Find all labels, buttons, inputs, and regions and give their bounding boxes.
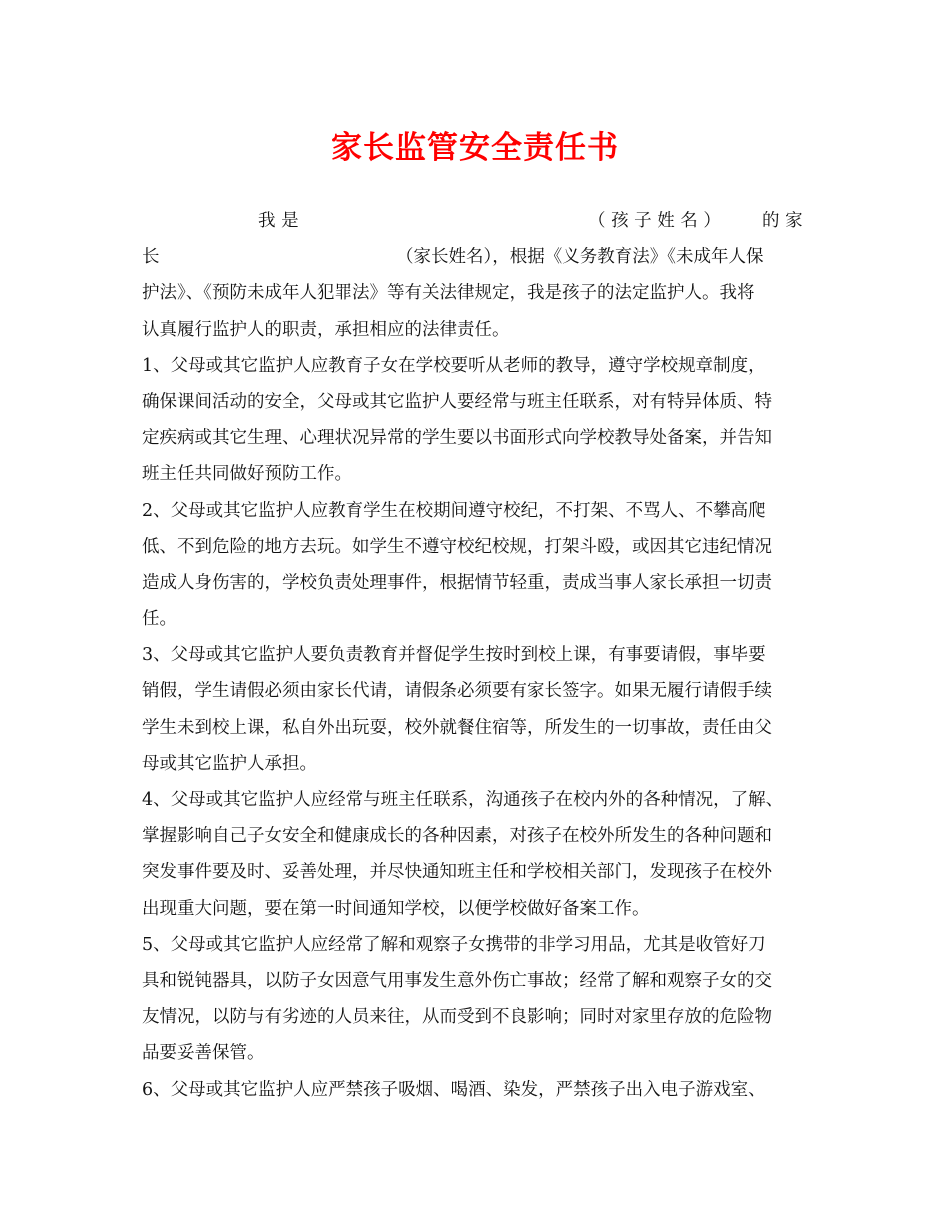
intro-line-1	[142, 203, 818, 239]
item-4-line-2: 掌握影响自己子女安全和健康成长的各种因素，对孩子在校外所发生的各种问题和	[142, 826, 772, 847]
item-1-line-3: 定疾病或其它生理、心理状况异常的学生要以书面形式向学校教导处备案，并告知	[142, 428, 772, 449]
intro-child-name: （ 孩 子 姓 名 ）	[588, 211, 721, 231]
item-5-line-1: 5、父母或其它监护人应经常了解和观察子女携带的非学习用品，尤其是收管好刀	[142, 934, 766, 955]
item-3-line-1: 3、父母或其它监护人要负责教育并督促学生按时到校上课，有事要请假，事毕要	[142, 645, 766, 666]
intro-parent-name: （家长姓名），根据《义务教育法》《未成年人保	[396, 247, 764, 268]
item-5-line-3: 友情况，以防与有劣迹的人员来往，从而受到不良影响；同时对家里存放的危险物	[142, 1007, 772, 1028]
item-2-line-4: 任。	[142, 609, 177, 630]
intro-line-3: 护法》、《预防未成年人犯罪法》等有关法律规定，我是孩子的法定监护人。我将	[142, 283, 755, 304]
item-5-line-4: 品要妥善保管。	[142, 1043, 265, 1064]
item-6-line-1: 6、父母或其它监护人应严禁孩子吸烟、喝酒、染发，严禁孩子出入电子游戏室、	[142, 1079, 766, 1100]
item-4-line-4: 出现重大问题，要在第一时间通知学校，以便学校做好备案工作。	[142, 898, 650, 919]
item-3-line-3: 学生未到校上课，私自外出玩耍，校外就餐住宿等，所发生的一切事故，责任由父	[142, 717, 772, 738]
intro-of-parent: 的 家	[762, 211, 803, 231]
item-4-line-1: 4、父母或其它监护人应经常与班主任联系，沟通孩子在校内外的各种情况，了解、	[142, 790, 784, 810]
item-5-line-2: 具和锐钝器具，以防子女因意气用事发生意外伤亡事故；经常了解和观察子女的交	[142, 970, 772, 991]
item-2-line-1: 2、父母或其它监护人应教育学生在校期间遵守校纪，不打架、不骂人、不攀高爬	[142, 500, 766, 521]
item-1-line-1: 1、父母或其它监护人应教育子女在学校要听从老师的教导，遵守学校规章制度，	[142, 355, 766, 376]
document-title: 家长监管安全责任书	[331, 130, 619, 166]
intro-i-am: 我 是	[258, 211, 299, 231]
document-body	[142, 203, 818, 1108]
item-3-line-4: 母或其它监护人承担。	[142, 753, 317, 774]
item-2-line-3: 造成人身伤害的，学校负责处理事件，根据情节轻重，责成当事人家长承担一切责	[142, 572, 772, 593]
intro-parent-char: 长	[142, 247, 160, 268]
intro-line-2	[142, 239, 818, 275]
intro-line-4: 认真履行监护人的职责，承担相应的法律责任。	[142, 319, 510, 340]
item-1-line-2: 确保课间活动的安全，父母或其它监护人要经常与班主任联系，对有特异体质、特	[142, 391, 772, 412]
item-1-line-4: 班主任共同做好预防工作。	[142, 464, 352, 485]
item-4-line-3: 突发事件要及时、妥善处理，并尽快通知班主任和学校相关部门，发现孩子在校外	[142, 862, 772, 883]
item-2-line-2: 低、不到危险的地方去玩。如学生不遵守校纪校规，打架斗殴，或因其它违纪情况	[142, 536, 772, 557]
item-3-line-2: 销假，学生请假必须由家长代请，请假条必须要有家长签字。如果无履行请假手续	[142, 681, 772, 702]
